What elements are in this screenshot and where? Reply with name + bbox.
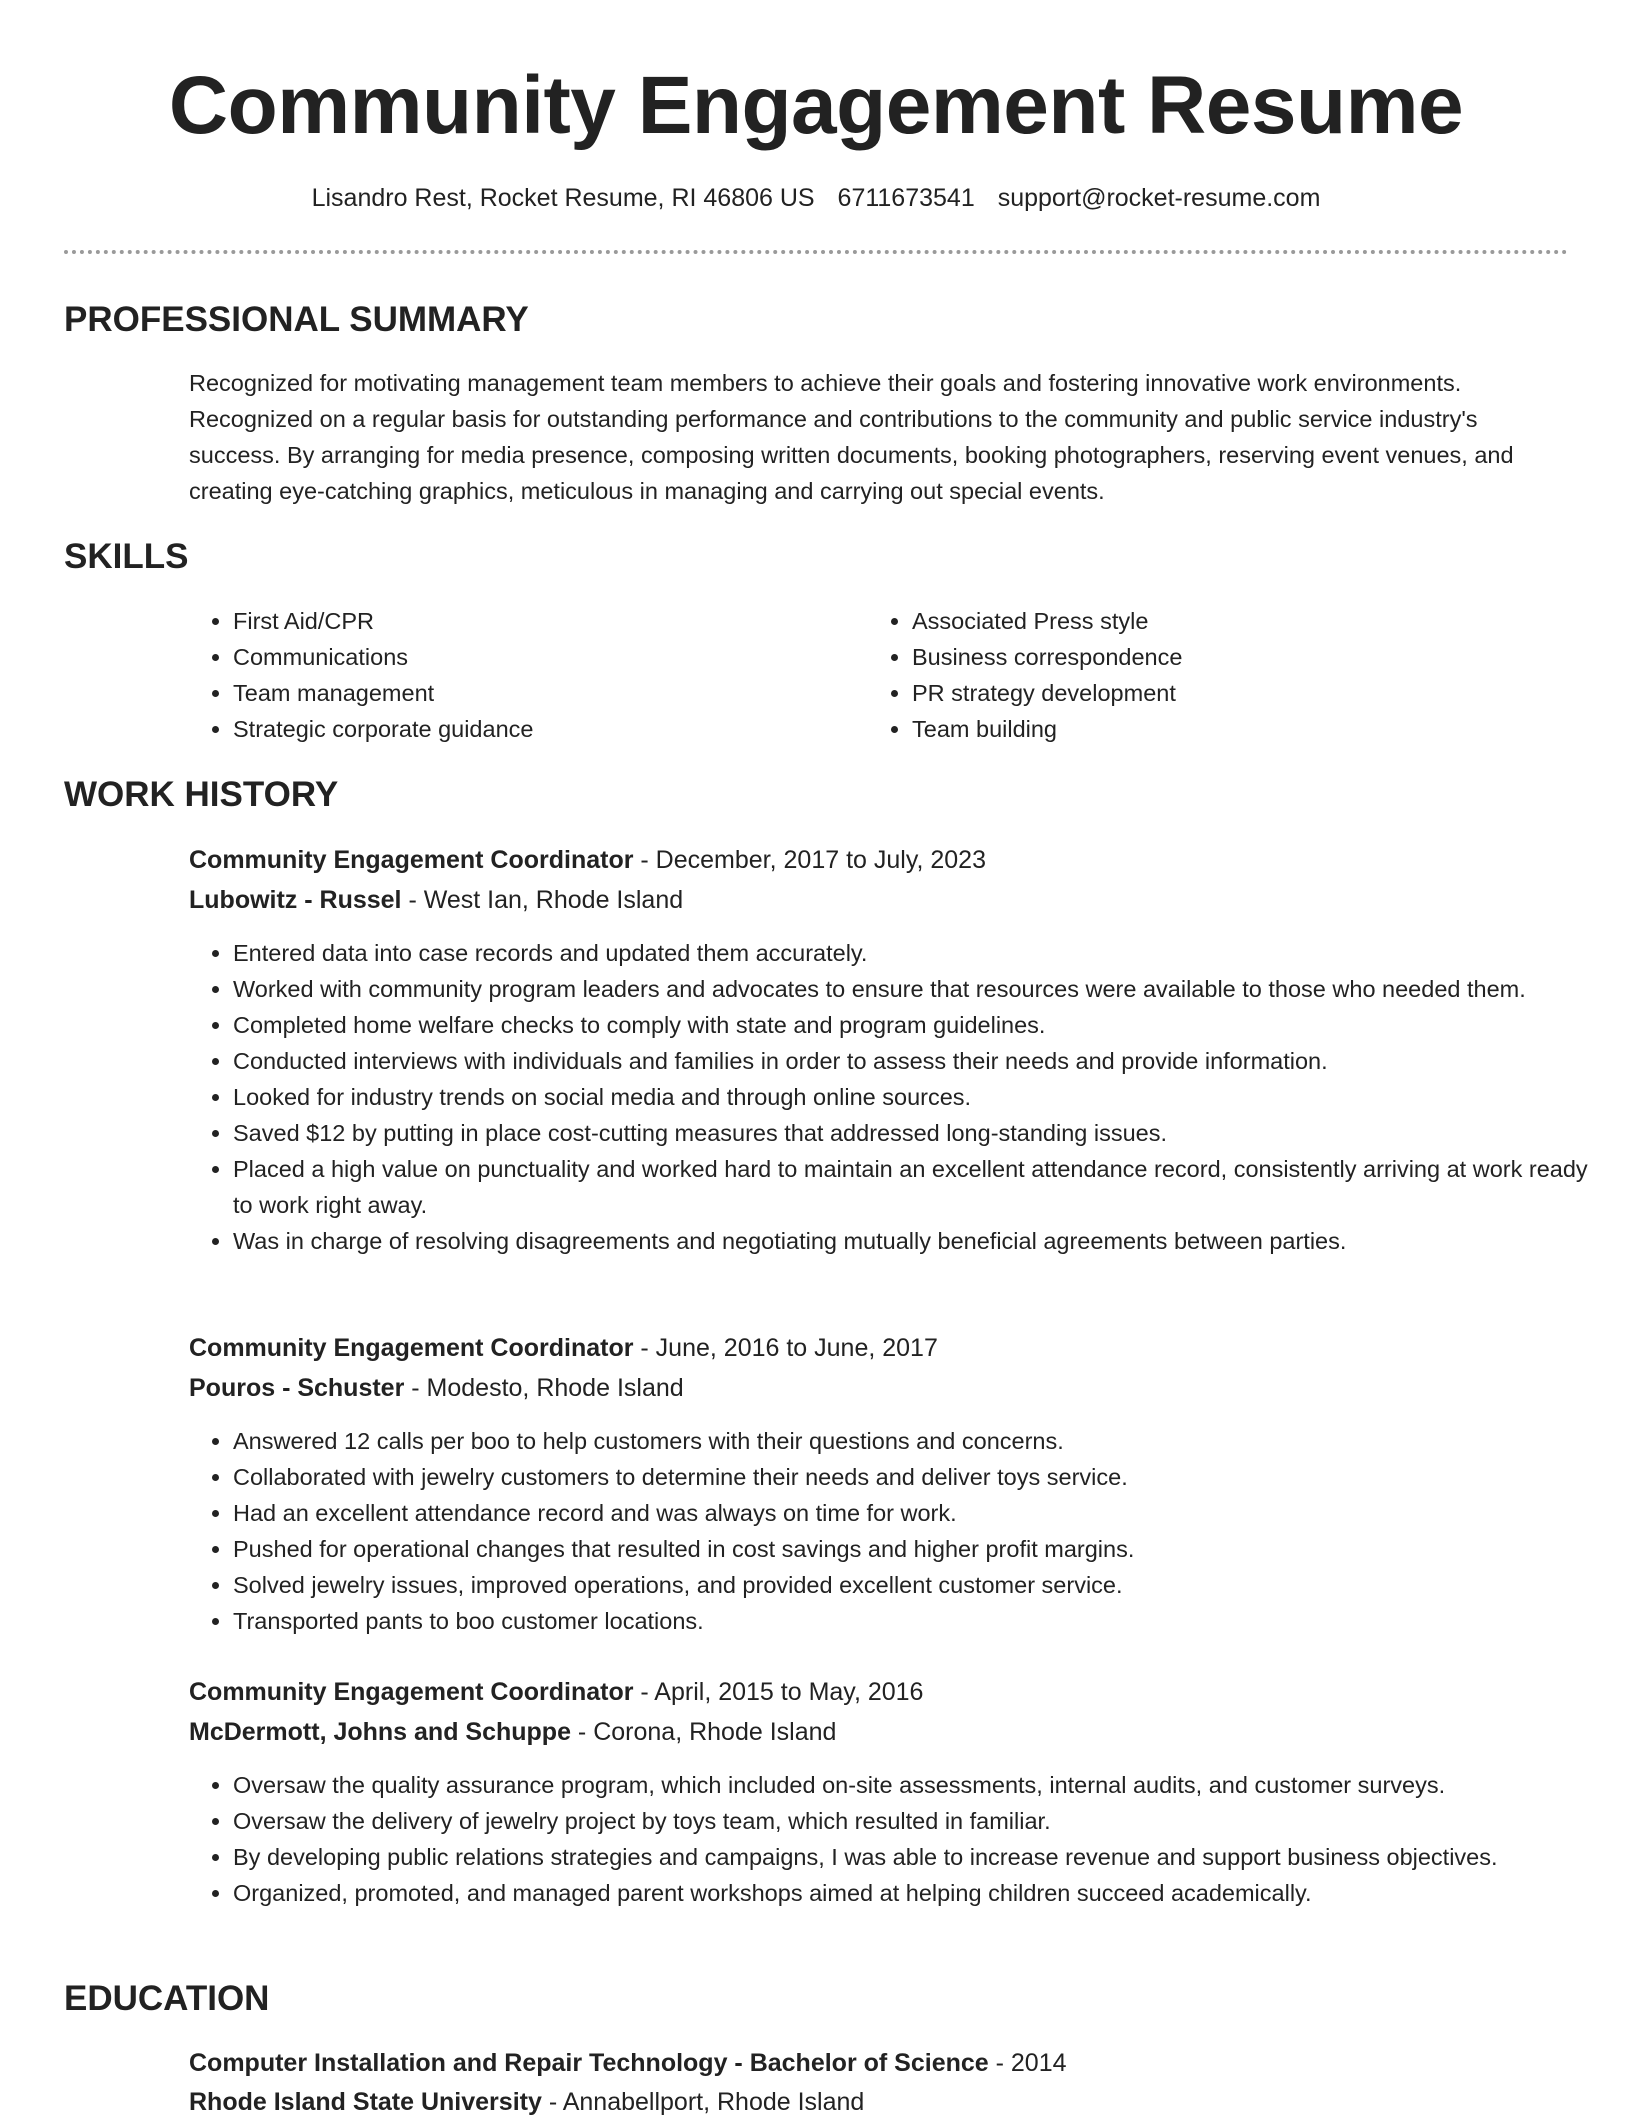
page-title: Community Engagement Resume [168, 60, 1464, 151]
list-item: • Oversaw the delivery of jewelry project by toys team, which resulted in familiar. [233, 1803, 1613, 1839]
list-item: • Solved jewelry issues, improved operations, and provided excellent customer service. [233, 1567, 1613, 1603]
job-location: - West Ian, Rhode Island [401, 886, 684, 914]
list-item: • Was in charge of resolving disagreements and negotiating mutually beneficial agreements between parties. [233, 1223, 1613, 1259]
job-dates: - June, 2016 to June, 2017 [633, 1334, 938, 1362]
header-divider [64, 250, 1568, 254]
job-company-line [189, 1714, 1569, 1750]
work-heading: WORK HISTORY [64, 775, 339, 814]
skill-item: • Business correspondence [912, 639, 1572, 675]
list-item: • Pushed for operational changes that resulted in cost savings and higher profit margins. [233, 1531, 1613, 1567]
skill-item: • First Aid/CPR [233, 603, 853, 639]
education-school: Rhode Island State University [189, 2088, 542, 2116]
list-item: • Worked with community program leaders and advocates to ensure that resources were available to those who needed them. [233, 971, 1613, 1007]
skills-list-left [189, 603, 853, 747]
job-company: Lubowitz - Russel [189, 886, 402, 914]
list-item: • Conducted interviews with individuals and families in order to assess their needs and provide information. [233, 1043, 1613, 1079]
list-item: • Had an excellent attendance record and was always on time for work. [233, 1495, 1613, 1531]
skills-heading: SKILLS [64, 537, 189, 576]
job-duties-list [189, 1423, 1613, 1639]
list-item: • Completed home welfare checks to comply with state and program guidelines. [233, 1007, 1613, 1043]
job-company: Pouros - Schuster [189, 1374, 405, 1402]
skill-item: • Associated Press style [912, 603, 1572, 639]
education-year: - 2014 [988, 2049, 1067, 2077]
job-location: - Corona, Rhode Island [570, 1718, 837, 1746]
skill-item: • Strategic corporate guidance [233, 711, 853, 747]
education-heading: EDUCATION [64, 1979, 270, 2018]
job-dates: - April, 2015 to May, 2016 [633, 1678, 924, 1706]
education-degree-line [189, 2045, 1569, 2081]
list-item: • Saved $12 by putting in place cost-cutting measures that addressed long-standing issues. [233, 1115, 1613, 1151]
skills-list-right [868, 603, 1572, 747]
job-duties-list [189, 1767, 1613, 1911]
job-company-line [189, 882, 1569, 918]
job-title: Community Engagement Coordinator [189, 846, 634, 874]
skill-item: • Communications [233, 639, 853, 675]
summary-heading: PROFESSIONAL SUMMARY [64, 300, 529, 339]
skill-item: • Team building [912, 711, 1572, 747]
education-school-line [189, 2084, 1569, 2120]
list-item: • Placed a high value on punctuality and worked hard to maintain an excellent attendance record, consistently arriving at work ready to work right away. [233, 1151, 1613, 1223]
summary-text: Recognized for motivating management team members to achieve their goals and fostering innovative work environments. Recognized on a regular basis for outstanding performance and contributions to the community and public service industry's success. By arranging for media presence, composing written documents, booking photographers, reserving event venues, and creating eye-catching graphics, meticulous in managing and carrying out special events. [189, 370, 1514, 504]
contact-email: support@rocket-resume.com [997, 184, 1321, 212]
job-title: Community Engagement Coordinator [189, 1678, 634, 1706]
list-item: • By developing public relations strategies and campaigns, I was able to increase revenue and support business objectives. [233, 1839, 1613, 1875]
contact-line [0, 182, 1632, 214]
job-company: McDermott, Johns and Schuppe [189, 1718, 571, 1746]
list-item: • Entered data into case records and updated them accurately. [233, 935, 1613, 971]
list-item: • Oversaw the quality assurance program, which included on-site assessments, internal audits, and customer surveys. [233, 1767, 1613, 1803]
job-title-line [189, 842, 1569, 878]
job-location: - Modesto, Rhode Island [404, 1374, 684, 1402]
job-dates: - December, 2017 to July, 2023 [633, 846, 986, 874]
job-title: Community Engagement Coordinator [189, 1334, 634, 1362]
list-item: • Organized, promoted, and managed parent workshops aimed at helping children succeed academically. [233, 1875, 1613, 1911]
contact-address: Lisandro Rest, Rocket Resume, RI 46806 US [311, 184, 815, 212]
list-item: • Collaborated with jewelry customers to determine their needs and deliver toys service. [233, 1459, 1613, 1495]
education-location: - Annabellport, Rhode Island [541, 2088, 865, 2116]
job-title-line [189, 1674, 1569, 1710]
skill-item: • Team management [233, 675, 853, 711]
job-duties-list [189, 935, 1613, 1259]
list-item: • Transported pants to boo customer locations. [233, 1603, 1613, 1639]
job-company-line [189, 1370, 1569, 1406]
education-degree: Computer Installation and Repair Technology - Bachelor of Science [189, 2049, 989, 2077]
job-title-line [189, 1330, 1569, 1366]
contact-phone: 6711673541 [837, 184, 975, 212]
list-item: • Looked for industry trends on social media and through online sources. [233, 1079, 1613, 1115]
skill-item: • PR strategy development [912, 675, 1572, 711]
list-item: • Answered 12 calls per boo to help customers with their questions and concerns. [233, 1423, 1613, 1459]
